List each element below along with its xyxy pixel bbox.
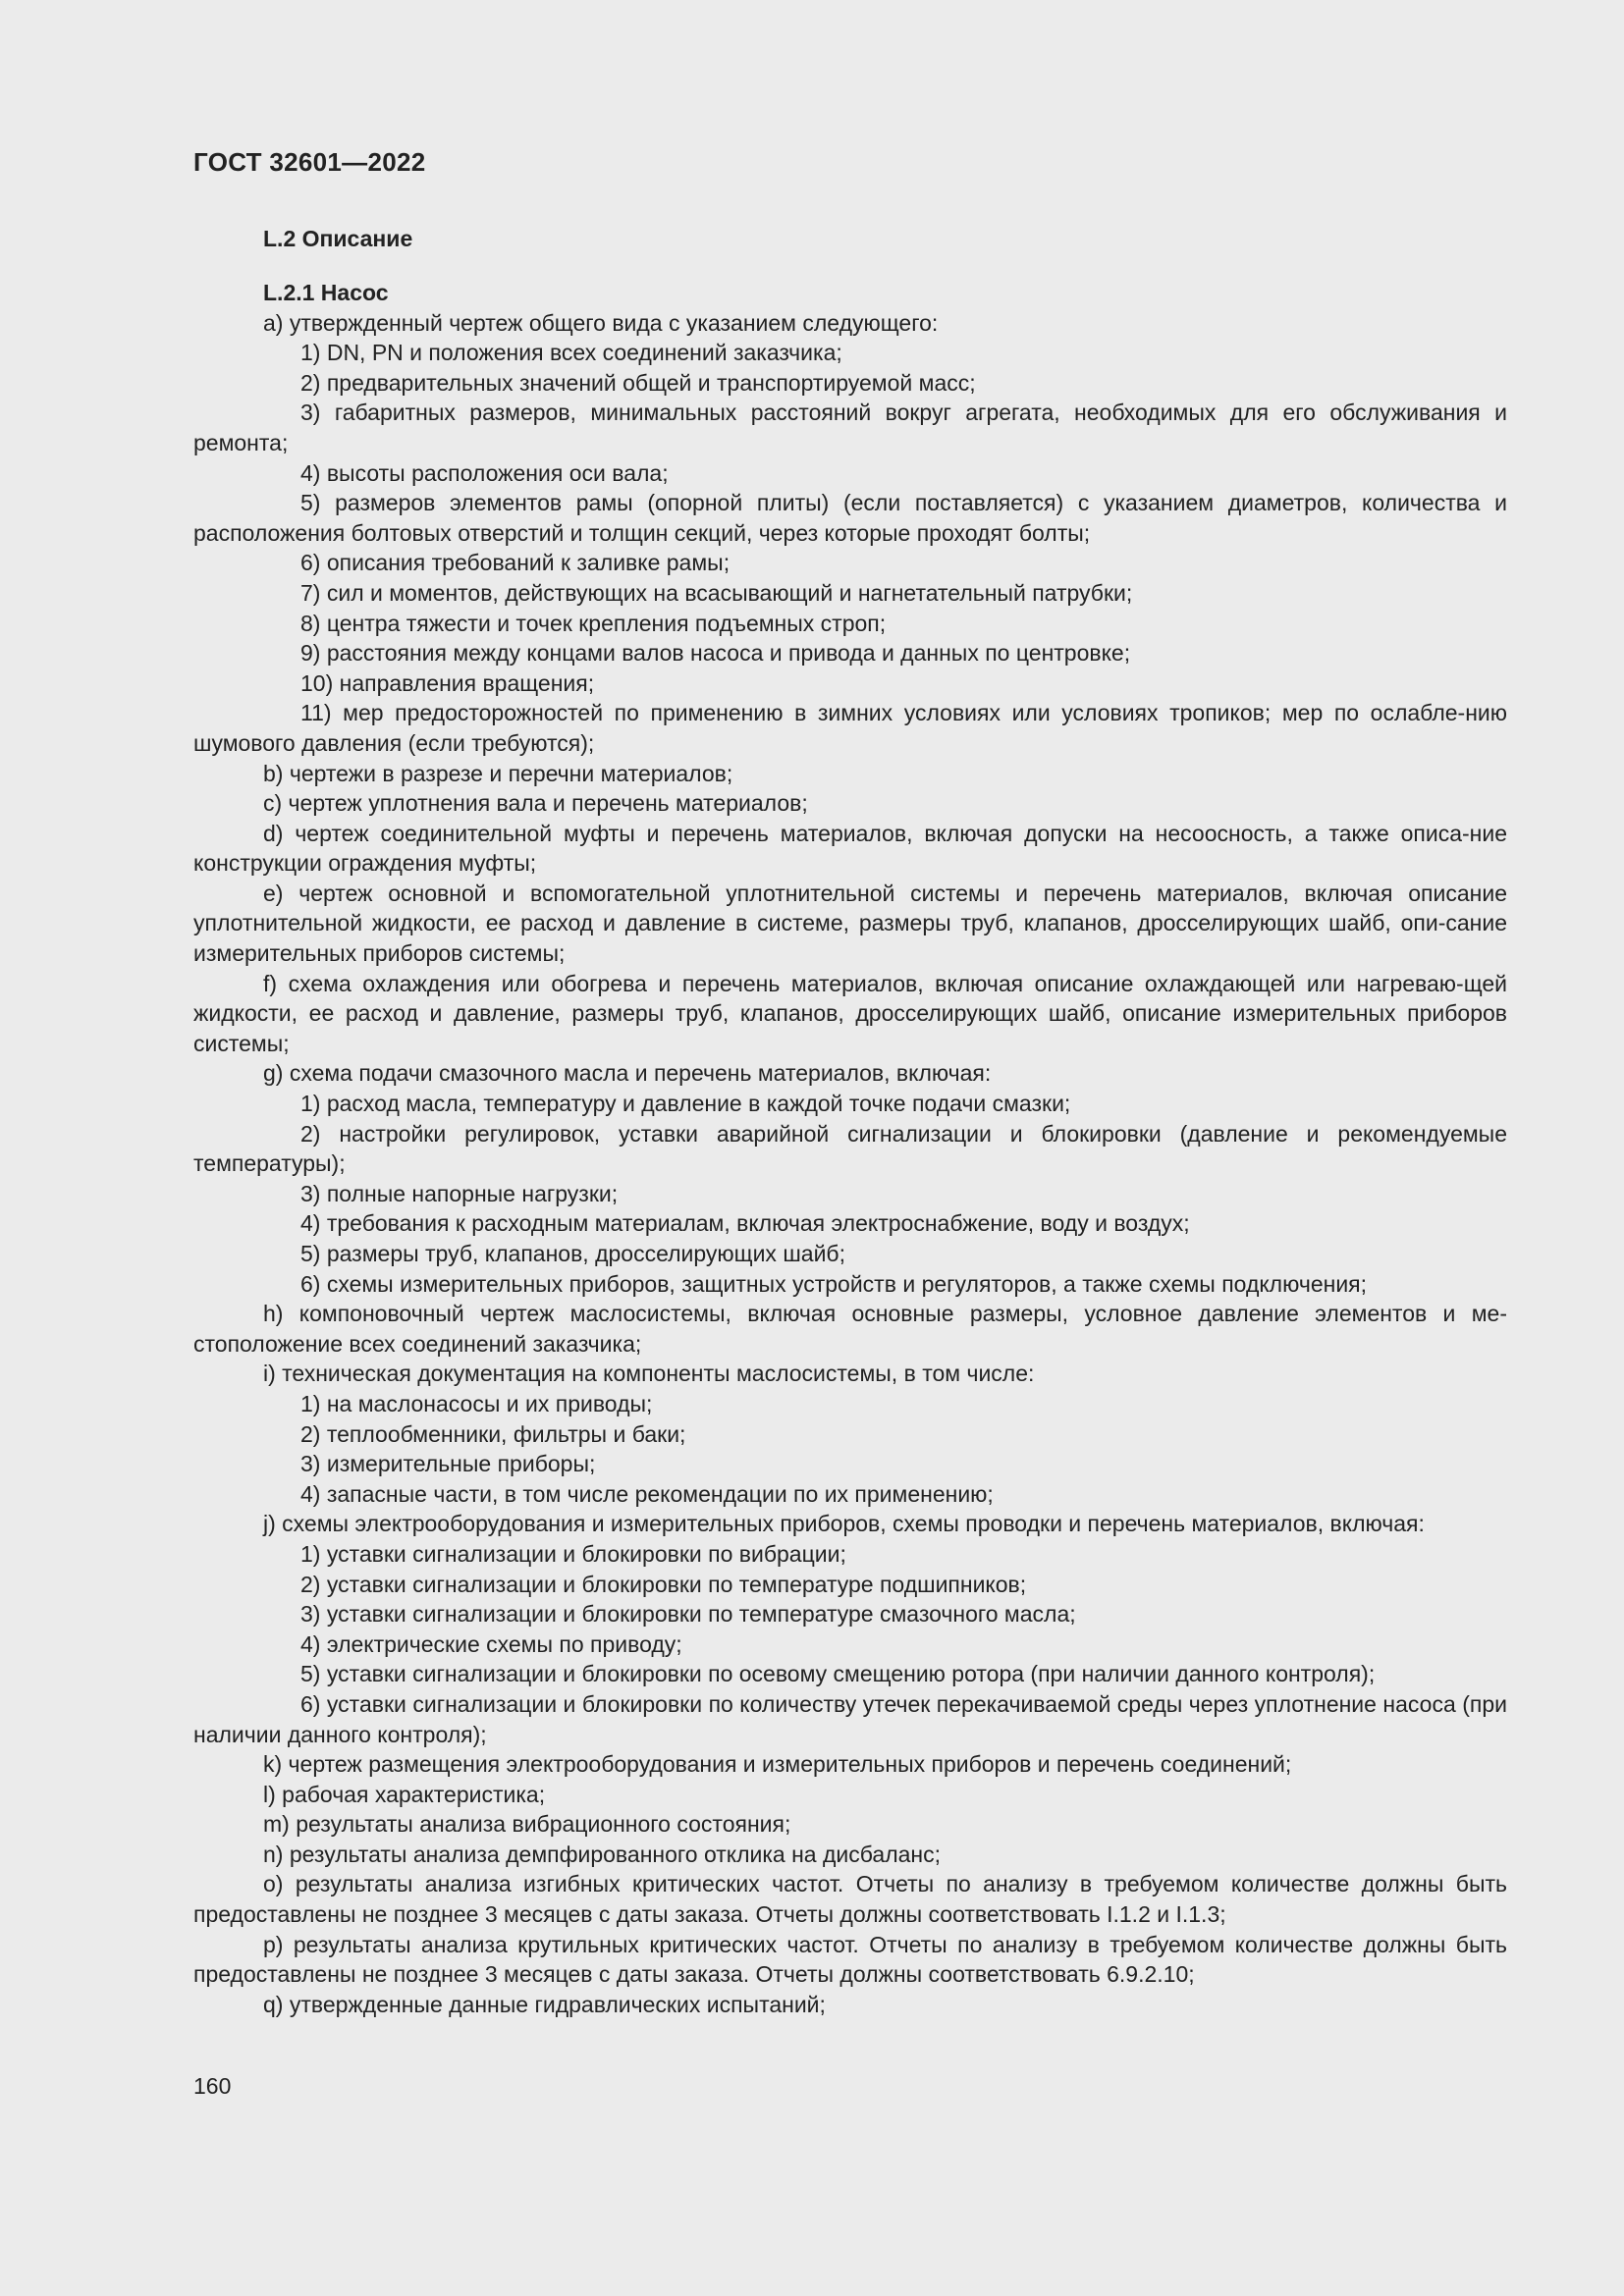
list-item: 5) уставки сигнализации и блокировки по осевому смещению ротора (при наличии данного контроля); (300, 1661, 1376, 1687)
list-item: n) результаты анализа демпфированного отклика на дисбаланс; (263, 1841, 941, 1867)
list-item: 2) настройки регулировок, уставки аварийной сигнализации и блокировки (давление и рекомендуемые температуры); (193, 1120, 1507, 1177)
list-item: 2) уставки сигнализации и блокировки по температуре подшипников; (300, 1571, 1027, 1597)
list-item: 1) на маслонасосы и их приводы; (300, 1390, 653, 1416)
list-item: а) утвержденный чертеж общего вида с указанием следующего: (263, 309, 939, 336)
section-title: L.2 Описание (263, 226, 413, 251)
list-item: 3) габаритных размеров, минимальных расстояний вокруг агрегата, необходимых для его обслуживания и ремонта; (193, 400, 1507, 455)
list-item: 6) схемы измерительных приборов, защитных устройств и регуляторов, а также схемы подключения; (300, 1270, 1368, 1297)
list-item: 4) высоты расположения оси вала; (300, 459, 669, 486)
list-item: f) схема охлаждения или обогрева и перечень материалов, включая описание охлаждающей или нагреваю-щей жидкости, ее расход и давление, размеры труб, клапанов, дросселирующих шайб, описание измерительных приборов системы; (193, 970, 1507, 1056)
list-item: g) схема подачи смазочного масла и перечень материалов, включая: (263, 1060, 992, 1087)
list-item: 1) DN, PN и положения всех соединений заказчика; (300, 340, 842, 366)
list-item: i) техническая документация на компоненты маслосистемы, в том числе: (263, 1361, 1035, 1387)
list-item: 2) теплообменники, фильтры и баки; (300, 1420, 686, 1447)
list-item: 4) запасные части, в том числе рекомендации по их применению; (300, 1480, 994, 1507)
list-item: 9) расстояния между концами валов насоса и привода и данных по центровке; (300, 640, 1131, 667)
subsection-title: L.2.1 Насос (263, 280, 389, 305)
list-item: b) чертежи в разрезе и перечни материалов; (263, 760, 733, 786)
list-item: 3) уставки сигнализации и блокировки по температуре смазочного масла; (300, 1601, 1076, 1628)
list-item: 5) размеры труб, клапанов, дросселирующих шайб; (300, 1241, 845, 1266)
list-item: 7) сил и моментов, действующих на всасывающий и нагнетательный патрубки; (300, 579, 1133, 606)
list-item: 6) описания требований к заливке рамы; (300, 550, 731, 576)
list-item: m) результаты анализа вибрационного состояния; (263, 1811, 791, 1838)
list-item: 1) уставки сигнализации и блокировки по вибрации; (300, 1540, 846, 1567)
list-item: h) компоновочный чертеж маслосистемы, включая основные размеры, условное давление элементов и ме-стоположение всех соединений заказчика; (193, 1301, 1507, 1357)
list-item: p) результаты анализа крутильных критических частот. Отчеты по анализу в требуемом количестве должны быть предоставлены не позднее 3 месяцев с даты заказа. Отчеты должны соответствовать 6.9.2.10; (193, 1931, 1507, 1988)
list-item: 10) направления вращения; (300, 669, 595, 696)
document-body (193, 278, 1507, 2019)
list-item: c) чертеж уплотнения вала и перечень материалов; (263, 790, 808, 817)
list-item: 3) полные напорные нагрузки; (300, 1180, 619, 1206)
list-item: 6) уставки сигнализации и блокировки по количеству утечек перекачиваемой среды через уплотнение насоса (при наличии данного контроля); (193, 1690, 1507, 1747)
list-item: l) рабочая характеристика; (263, 1781, 546, 1807)
list-item: e) чертеж основной и вспомогательной уплотнительной системы и перечень материалов, включая описание уплотнительной жидкости, ее расход и давление в системе, размеры труб, клапанов, дросселирующих шайб, опи-сание измерительных приборов системы; (193, 880, 1507, 967)
list-item: 4) электрические схемы по приводу; (300, 1630, 682, 1657)
page-number: 160 (193, 2073, 232, 2099)
list-item: 2) предварительных значений общей и транспортируемой масс; (300, 369, 976, 396)
list-item: o) результаты анализа изгибных критических частот. Отчеты по анализу в требуемом количестве должны быть предоставлены не позднее 3 месяцев с даты заказа. Отчеты должны соответствовать I.1.2 и I.1.3; (193, 1871, 1507, 1928)
list-item: d) чертеж соединительной муфты и перечень материалов, включая допуски на несоосность, а также описа-ние конструкции ограждения муфты; (193, 820, 1507, 877)
list-item: 3) измерительные приборы; (300, 1451, 596, 1477)
list-item: k) чертеж размещения электрооборудования и измерительных приборов и перечень соединений; (263, 1751, 1292, 1778)
list-item: 8) центра тяжести и точек крепления подъемных строп; (300, 610, 887, 636)
document-header: ГОСТ 32601—2022 (193, 147, 426, 177)
list-item: j) схемы электрооборудования и измерительных приборов, схемы проводки и перечень материалов, включая: (263, 1511, 1425, 1537)
list-item: 5) размеров элементов рамы (опорной плиты) (если поставляется) с указанием диаметров, количества и расположения болтовых отверстий и толщин секций, через которые проходят болты; (193, 490, 1507, 546)
list-item: 11) мер предосторожностей по применению в зимних условиях или условиях тропиков; мер по ослабле-нию шумового давления (если требуются); (193, 700, 1507, 756)
list-item: 4) требования к расходным материалам, включая электроснабжение, воду и воздух; (300, 1210, 1190, 1237)
list-item: 1) расход масла, температуру и давление в каждой точке подачи смазки; (300, 1091, 1071, 1117)
list-item: q) утвержденные данные гидравлических испытаний; (263, 1991, 826, 2017)
